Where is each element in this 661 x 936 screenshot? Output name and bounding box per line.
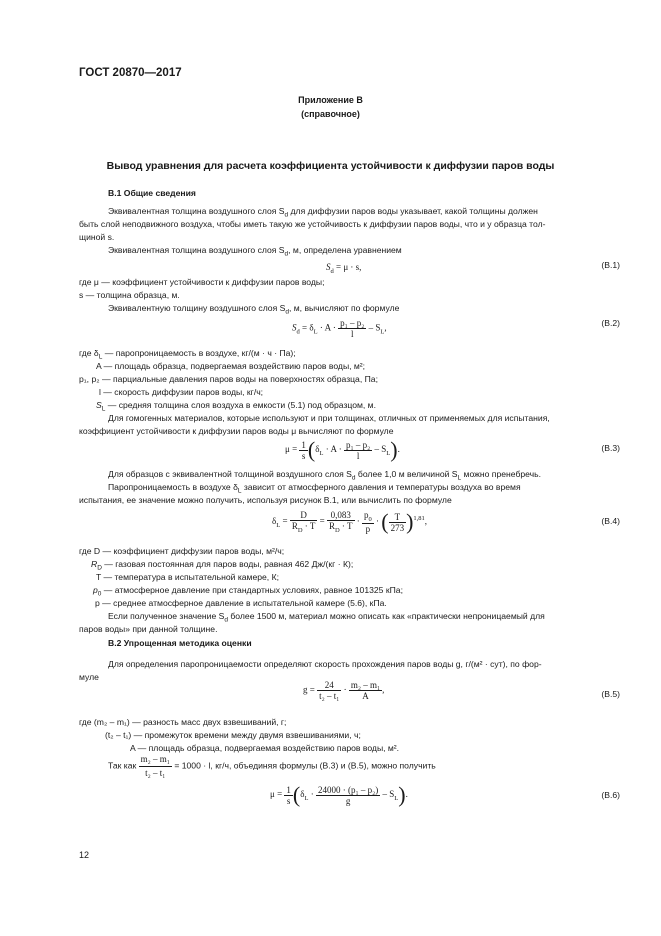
equation-number: (В.4) (601, 516, 620, 526)
where-line: T — температура в испытательной камере, К; (96, 572, 279, 582)
formula-b5: g = $\frac{24}{\text{t₂ – t₁}}$ · $\frac{\text{m₂ – m₁}}{A}$ , (303, 680, 385, 701)
where-line: A — площадь образца, подвергаемая воздействию паров воды, м². (130, 743, 400, 753)
paragraph-line: Если полученное значение $S_d$ более 1500 м, материал можно описать как «практически непроницаемый для (108, 611, 545, 624)
formula-b6: μ = $\frac{1}{s}$ ($\delta_L$ · $\frac{\text{24000 · (p₁ – p₂)}}{g}$ – $S_L$). (270, 782, 408, 807)
annex-title: Приложение В (298, 95, 363, 105)
equation-number: (В.2) (601, 318, 620, 328)
paragraph-line: Эквивалентная толщина воздушного слоя $S_d$ для диффузии паров воды указывает, какой толщины должен (108, 206, 538, 219)
section-b2-heading: В.2 Упрощенная методика оценки (108, 638, 252, 648)
equation-number: (В.1) (601, 260, 620, 270)
paragraph-line: Эквивалентная толщина воздушного слоя $S_d$, м, определена уравнением (108, 245, 402, 258)
where-line: p₁, p₂ — парциальные давления паров воды на поверхностях образца, Па; (79, 374, 378, 384)
where-line: где $\delta_L$ — паропроницаемость в воздухе, кг/(м · ч · Па); (79, 348, 296, 361)
formula-b2: $S_d = \delta_L \cdot A$ · $\frac{\text{p₁ – p₂}}{l}$ – $S_L$, (292, 318, 387, 339)
where-line: A — площадь образца, подвергаемая воздействию паров воды, м²; (96, 361, 366, 371)
equation-number: (В.5) (601, 689, 620, 699)
paragraph-line: паров воды» при данной толщине. (79, 624, 218, 634)
document-header: ГОСТ 20870—2017 (79, 67, 182, 79)
formula-b1: $S_d = \mu \cdot s$, (326, 262, 362, 275)
where-line: (t₂ – t₁) — промежуток времени между двумя взвешиваниями, ч; (105, 730, 361, 740)
where-line: $R_D$ — газовая постоянная для паров воды, равная 462 Дж/(кг · К); (91, 559, 354, 572)
annex-subtitle: (справочное) (301, 109, 360, 119)
equation-number: (В.3) (601, 443, 620, 453)
paragraph-line: Для образцов с эквивалентной толщиной воздушного слоя $S_d$ более 1,0 м величиной $S_L$ можно пренебречь. (108, 469, 541, 482)
where-line: где D — коэффициент диффузии паров воды, м²/ч; (79, 546, 285, 556)
paragraph-line: испытания, ее значение можно получить, используя рисунок В.1, или вычислить по формуле (79, 495, 452, 505)
paragraph-line: быть слой неподвижного воздуха, чтобы иметь такую же устойчивость к диффузии паров воды, что и у образца тол- (79, 219, 546, 229)
where-line: $S_L$ — средняя толщина слоя воздуха в емкости (5.1) под образцом, м. (96, 400, 376, 413)
formula-b4: $\delta_L$ = $\frac{D}{R_D \cdot T}$ = $\frac{0,083}{R_D \cdot T}$ · $\frac{p_0}{p}$ · ( $\frac{T}{273}$ )$^{1,81}$, (272, 509, 428, 534)
page-number: 12 (79, 850, 90, 860)
section-b1-heading: В.1 Общие сведения (108, 188, 196, 198)
paragraph-line: щиной s. (79, 232, 115, 242)
paragraph-line: Эквивалентную толщину воздушного слоя $S_d$, м, вычисляют по формуле (108, 303, 400, 316)
paragraph-line: Для гомогенных материалов, которые используют и при толщинах, отличных от применяемых для испытания, (108, 413, 550, 423)
paragraph-line: Так как $\frac{\text{m₂ – m₁}}{\text{t₂ – t₁}}$ = 1000 · l, кг/ч, объединяя формулы (В.3) и (В.5), можно получить (108, 754, 436, 778)
equation-number: (В.6) (601, 790, 620, 800)
where-line: l — скорость диффузии паров воды, кг/ч; (99, 387, 264, 397)
where-line: где (m₂ – m₁) — разность масс двух взвешиваний, г; (79, 717, 287, 727)
where-line: p — среднее атмосферное давление в испытательной камере (5.6), кПа. (95, 598, 387, 608)
paragraph-line: Паропроницаемость в воздухе $\delta_L$ зависит от атмосферного давления и температуры воздуха во время (108, 482, 521, 495)
formula-b3: μ = $\frac{1}{s}$ ($\delta_L \cdot A$ · $\frac{\text{p₁ – p₂}}{l}$ – $S_L$). (285, 437, 400, 462)
annex-main-title: Вывод уравнения для расчета коэффициента устойчивости к диффузии паров воды (106, 160, 555, 172)
where-line: где μ — коэффициент устойчивости к диффузии паров воды; (79, 277, 325, 287)
paragraph-line: муле (79, 672, 99, 682)
where-line: $p_0$ — атмосферное давление при стандартных условиях, равное 101325 кПа; (93, 585, 403, 598)
paragraph-line: Для определения паропроницаемости определяют скорость прохождения паров воды g, г/(м² · сут), по фор- (108, 659, 542, 669)
where-line: s — толщина образца, м. (79, 290, 180, 300)
paragraph-line: коэффициент устойчивости к диффузии паров воды μ вычисляют по формуле (79, 426, 394, 436)
